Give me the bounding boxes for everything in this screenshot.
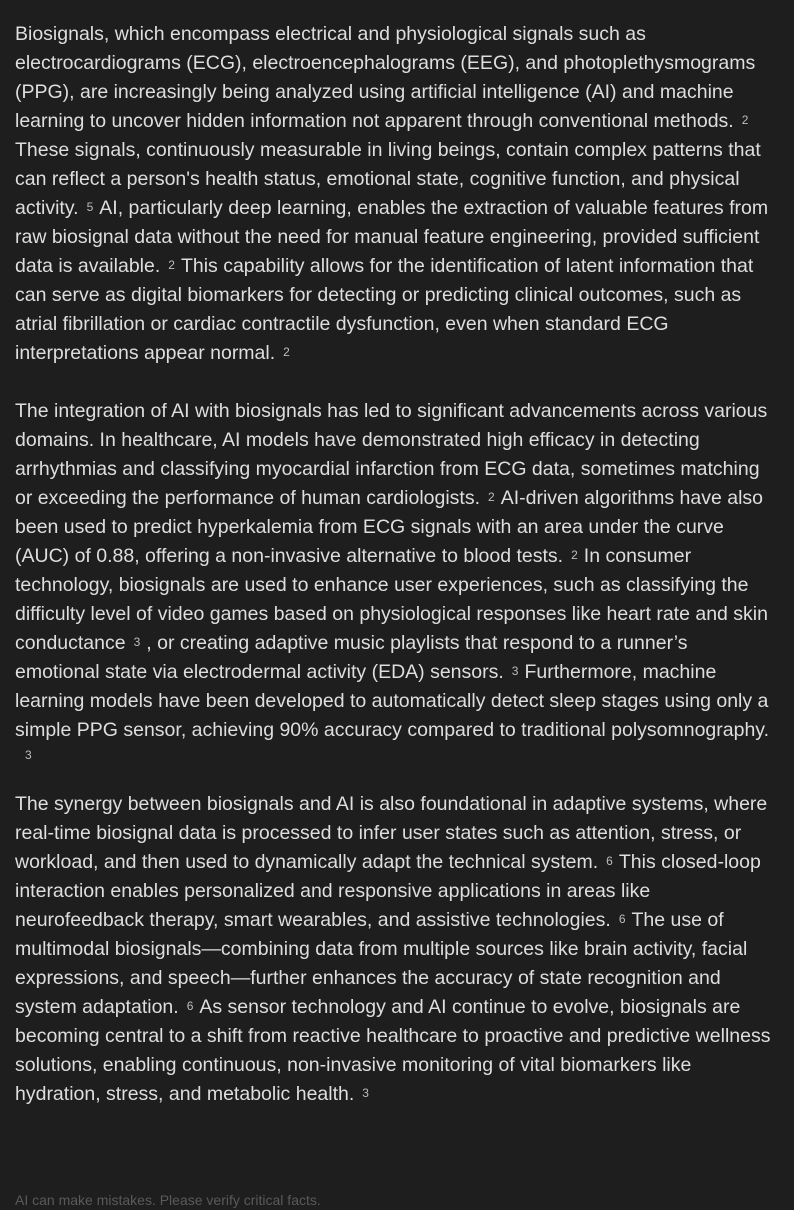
- citation-link[interactable]: 2: [168, 258, 175, 272]
- sentence: The use of multimodal biosignals—combining data from multiple sources like brain activity, facial expressions, and speech—further enhances the accuracy of state recognition and system adaptation.: [15, 909, 748, 1018]
- citation-link[interactable]: 5: [86, 200, 94, 214]
- citation-link[interactable]: 3: [362, 1086, 369, 1100]
- sentence: Furthermore, machine learning models have been developed to automatically detect sleep stages using only a simple PPG sensor, achieving 90% accuracy compared to traditional polysomnography.: [15, 661, 770, 741]
- citation-link[interactable]: 2: [488, 490, 495, 504]
- sentence: In consumer technology, biosignals are used to enhance user experiences, such as classifying the difficulty level of video games based on physiological responses like heart rate and skin conductance: [15, 545, 768, 654]
- citation-link[interactable]: 2: [741, 113, 749, 127]
- citation-link[interactable]: 3: [133, 635, 141, 649]
- citation-link[interactable]: 2: [283, 345, 290, 359]
- sentence: Biosignals, which encompass electrical and physiological signals such as electrocardiograms (ECG), electroencephalograms (EEG), and photoplethysmograms (PPG), are increasingly being analyzed using artificial intelligence (AI) and machine learning to uncover hidden information not apparent through conventional methods.: [15, 23, 756, 132]
- sentence: This closed-loop interaction enables personalized and responsive applications in areas like neurofeedback therapy, smart wearables, and assistive technologies.: [15, 851, 761, 931]
- sentence: As sensor technology and AI continue to evolve, biosignals are becoming central to a shift from reactive healthcare to proactive and predictive wellness solutions, enabling continuous, non-invasive monitoring of vital biomarkers like hydration, stress, and metabolic health.: [15, 996, 771, 1105]
- citation-link[interactable]: 6: [186, 999, 194, 1013]
- paragraph: [15, 20, 775, 368]
- sentence: These signals, continuously measurable in living beings, contain complex patterns that can reflect a person's health status, emotional state, cognitive function, and physical activity.: [15, 139, 761, 219]
- paragraph: [15, 397, 775, 761]
- citation-link[interactable]: 6: [606, 854, 613, 868]
- paragraph: [15, 790, 775, 1109]
- citation-link[interactable]: 3: [511, 664, 519, 678]
- citation-link[interactable]: 6: [618, 912, 626, 926]
- sentence: This capability allows for the identification of latent information that can serve as digital biomarkers for detecting or predicting clinical outcomes, such as atrial fibrillation or cardiac contractile dysfunction, even when standard ECG interpretations appear normal.: [15, 255, 754, 364]
- disclaimer-text: AI can make mistakes. Please verify critical facts.: [15, 1192, 321, 1208]
- sentence: The integration of AI with biosignals has led to significant advancements across various domains. In healthcare, AI models have demonstrated high efficacy in detecting arrhythmias and classifying myocardial infarction from ECG data, sometimes matching or exceeding the performance of human cardiologists.: [15, 400, 768, 509]
- citation-link[interactable]: 3: [25, 748, 32, 762]
- sentence: AI, particularly deep learning, enables the extraction of valuable features from raw biosignal data without the need for manual feature engineering, provided sufficient data is available.: [15, 197, 769, 277]
- citation-link[interactable]: 2: [571, 548, 578, 562]
- sentence: , or creating adaptive music playlists that respond to a runner’s emotional state via electrodermal activity (EDA) sensors.: [15, 632, 688, 683]
- sentence: The synergy between biosignals and AI is also foundational in adaptive systems, where real-time biosignal data is processed to infer user states such as attention, stress, or workload, and then used to dynamically adapt the technical system.: [15, 793, 768, 873]
- sentence: AI-driven algorithms have also been used to predict hyperkalemia from ECG signals with an area under the curve (AUC) of 0.88, offering a non-invasive alternative to blood tests.: [15, 487, 763, 567]
- response-body: [15, 20, 775, 1138]
